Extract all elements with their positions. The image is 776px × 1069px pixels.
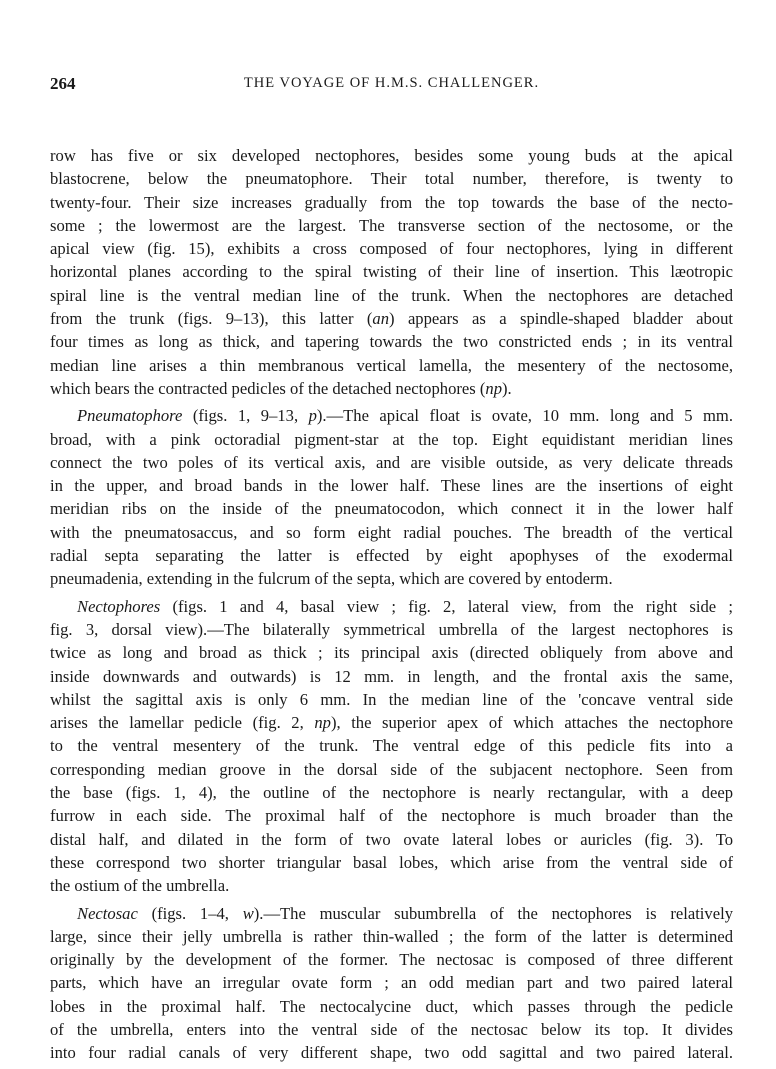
paragraph [50, 144, 733, 400]
italic-term: w [242, 903, 254, 923]
italic-term: Nectosac [77, 903, 138, 923]
text-line: whilst the sagittal axis is only 6 mm. In the median line of the 'concave ventral side [50, 689, 733, 709]
text-segment: (figs. 1–4, [137, 903, 243, 923]
text-segment: from the trunk (figs. 9–13), this latter ( [50, 309, 373, 329]
text-line: distal half, and dilated in the form of two ovate lateral lobes or auricles (fig. 3). To [50, 829, 733, 849]
text-line: spiral line is the ventral median line of the trunk. When the nectophores are detached [50, 285, 733, 305]
text-line [50, 595, 733, 618]
running-header [50, 74, 733, 96]
text-line: pneumadenia, extending in the fulcrum of the septa, which are covered by entoderm. [50, 569, 613, 589]
text-segment: which bears the contracted pedicles of the detached nectophores ( [50, 378, 486, 398]
text-line [50, 902, 733, 925]
text-line: the base (figs. 1, 4), the outline of the nectophore is nearly rectangular, with a deep [50, 783, 733, 803]
text-line [50, 711, 733, 734]
italic-term: an [372, 309, 390, 329]
text-line: of the umbrella, enters into the ventral side of the nectosac below its top. It divides [50, 1019, 733, 1039]
text-line: lobes in the proximal half. The nectocalycine duct, which passes through the pedicle [50, 996, 733, 1016]
text-line: these correspond two shorter triangular basal lobes, which arise from the ventral side of [50, 852, 733, 872]
text-line: to the ventral mesentery of the trunk. The ventral edge of this pedicle fits into a [50, 736, 733, 756]
text-line [50, 307, 733, 330]
text-line: with the pneumatosaccus, and so form eight radial pouches. The breadth of the vertical [50, 522, 733, 542]
text-line: in the upper, and broad bands in the lower half. These lines are the insertions of eight [50, 476, 733, 496]
text-line: fig. 3, dorsal view).—The bilaterally symmetrical umbrella of the largest nectophores is [50, 619, 733, 639]
text-line: row has five or six developed nectophores, besides some young buds at the apical [50, 146, 733, 165]
running-title: THE VOYAGE OF H.M.S. CHALLENGER. [243, 75, 540, 91]
text-line: meridian ribs on the inside of the pneumatocodon, which connect it in the lower half [50, 499, 733, 519]
text-line: connect the two poles of its vertical axis, and are visible outside, as very delicate threads [50, 452, 733, 472]
text-line: the ostium of the umbrella. [50, 876, 230, 896]
text-line: large, since their jelly umbrella is rather thin-walled ; the form of the latter is determined [50, 926, 733, 946]
paragraph [50, 404, 733, 590]
text-line [50, 377, 733, 400]
text-segment: ), the superior apex of which attaches the nectophore [330, 713, 733, 733]
text-segment: ). [502, 378, 512, 398]
text-segment: ).—The muscular subumbrella of the nectophores is relatively [253, 903, 733, 923]
text-line: four times as long as thick, and tapering towards the two constricted ends ; in its ventral [50, 332, 733, 352]
text-line: twenty-four. Their size increases gradually from the top towards the base of the necto- [50, 192, 733, 212]
page-number: 264 [50, 74, 76, 93]
text-line: median line arises a thin membranous vertical lamella, the mesentery of the nectosome, [50, 355, 733, 375]
italic-term: np [485, 378, 502, 398]
text-segment: (figs. 1, 9–13, [182, 406, 309, 426]
text-line: radial septa separating the latter is effected by eight apophyses of the exodermal [50, 546, 733, 566]
text-line: blastocrene, below the pneumatophore. Their total number, therefore, is twenty to [50, 169, 733, 189]
body-text [50, 144, 733, 1069]
text-segment: arises the lamellar pedicle (fig. 2, [50, 713, 315, 733]
italic-term: np [314, 713, 331, 733]
text-line: originally by the development of the former. The nectosac is composed of three different [50, 950, 733, 970]
text-line: furrow in each side. The proximal half of the nectophore is much broader than the [50, 806, 733, 826]
text-line: some ; the lowermost are the largest. The transverse section of the nectosome, or the [50, 215, 733, 235]
text-line: broad, with a pink octoradial pigment-star at the top. Eight equidistant meridian lines [50, 429, 733, 449]
italic-term: Nectophores [77, 596, 161, 616]
text-line: parts, which have an irregular ovate form ; an odd median part and two paired lateral [50, 973, 733, 993]
text-segment: (figs. 1 and 4, basal view ; fig. 2, lateral view, from the right side ; [160, 596, 733, 616]
text-segment: ).—The apical float is ovate, 10 mm. long and 5 mm. [316, 406, 733, 426]
text-line: horizontal planes according to the spiral twisting of their line of insertion. This læotropic [50, 262, 733, 282]
text-line: apical view (fig. 15), exhibits a cross composed of four nectophores, lying in different [50, 239, 733, 259]
italic-term: p [308, 406, 317, 426]
paragraph [50, 595, 733, 898]
text-segment: ) appears as a spindle-shaped bladder about [389, 309, 733, 329]
text-line [50, 404, 733, 427]
paragraph [50, 902, 733, 1065]
text-line: corresponding median groove in the dorsal side of the subjacent nectophore. Seen from [50, 759, 733, 779]
text-line: twice as long and broad as thick ; its principal axis (directed obliquely from above and [50, 643, 733, 663]
text-line: inside downwards and outwards) is 12 mm. in length, and the frontal axis the same, [50, 666, 733, 686]
text-line: into four radial canals of very different shape, two odd sagittal and two paired lateral. [50, 1043, 733, 1063]
italic-term: Pneumatophore [77, 406, 183, 426]
